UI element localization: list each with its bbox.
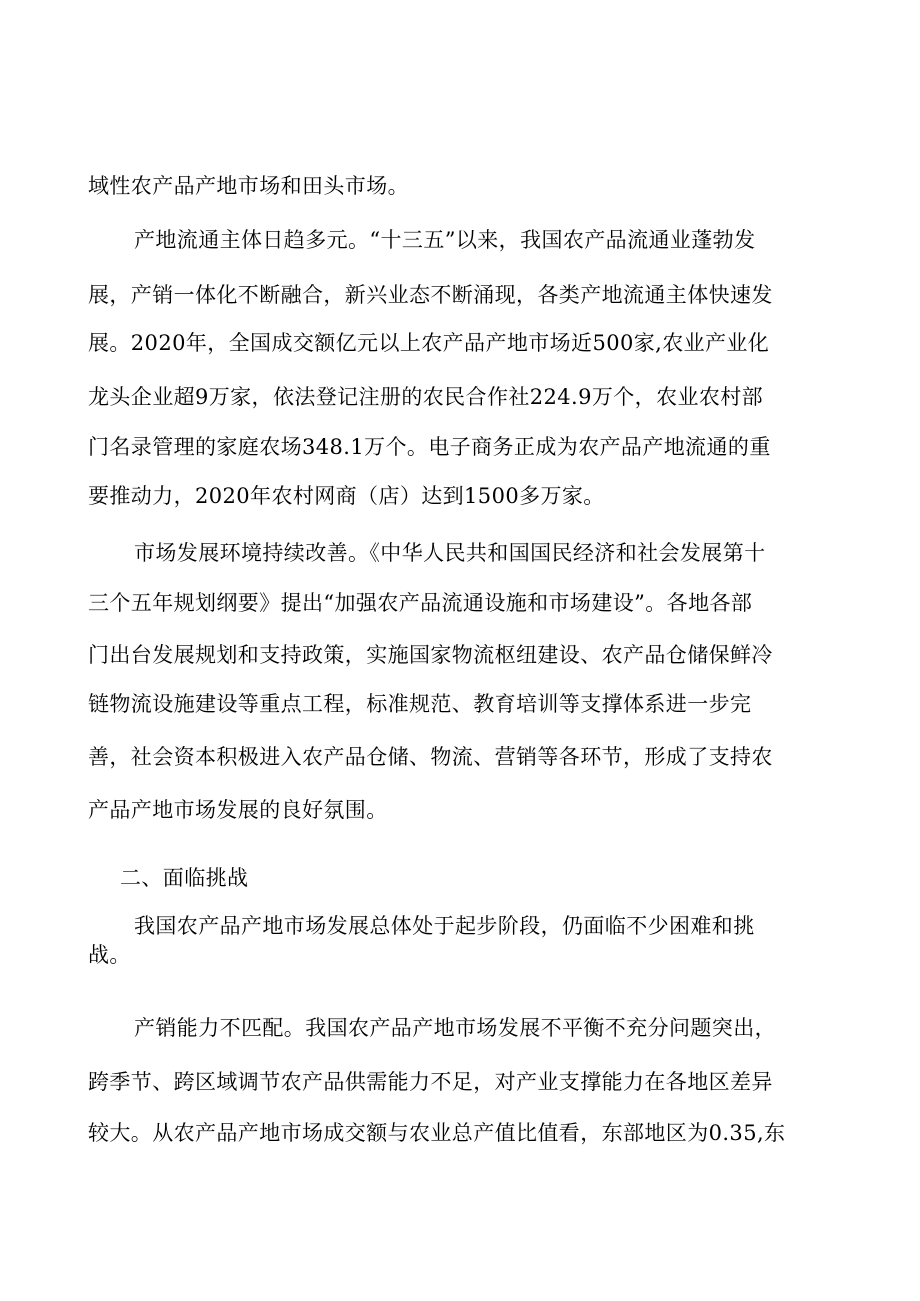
paragraph-line: 展。2020年，全国成交额亿元以上农产品产地市场近500家,农业产业化 xyxy=(88,331,770,355)
paragraph-line: 展，产销一体化不断融合，新兴业态不断涌现，各类产地流通主体快速发 xyxy=(88,283,773,307)
paragraph-line: 产地流通主体日趋多元。“十三五”以来，我国农产品流通业蓬勃发 xyxy=(134,228,756,252)
paragraph-line: 善，社会资本积极进入农产品仓储、物流、营销等各环节，形成了支持农 xyxy=(88,745,773,769)
paragraph-line: 龙头企业超9万家，依法登记注册的农民合作社224.9万个，农业农村部 xyxy=(88,385,764,409)
paragraph-line: 要推动力，2020年农村网商（店）达到1500多万家。 xyxy=(88,484,605,508)
paragraph-line: 门出台发展规划和支持政策，实施国家物流枢纽建设、农产品仓储保鲜冷 xyxy=(88,643,773,667)
section-heading: 二、面临挑战 xyxy=(120,866,249,890)
paragraph-line: 链物流设施建设等重点工程，标准规范、教育培训等支撑体系进一步完 xyxy=(88,692,752,716)
paragraph-line: 三个五年规划纲要》提出“加强农产品流通设施和市场建设”。各地各部 xyxy=(88,591,753,615)
paragraph-line: 门名录管理的家庭农场348.1万个。电子商务正成为农产品产地流通的重 xyxy=(88,435,771,459)
paragraph-line: 产品产地市场发展的良好氛围。 xyxy=(88,798,388,822)
paragraph-line: 我国农产品产地市场发展总体处于起步阶段，仍面临不少困难和挑 xyxy=(134,914,755,938)
paragraph-line: 市场发展环境持续改善。《中华人民共和国国民经济和社会发展第十 xyxy=(134,541,766,565)
paragraph-line: 域性农产品产地市场和田头市场。 xyxy=(88,174,409,198)
paragraph-line: 战。 xyxy=(88,943,131,967)
paragraph-line: 跨季节、跨区域调节农产品供需能力不足，对产业支撑能力在各地区差异 xyxy=(88,1070,773,1094)
paragraph-line: 较大。从农产品产地市场成交额与农业总产值比值看，东部地区为0.35,东 xyxy=(88,1121,786,1145)
paragraph-line: 产销能力不匹配。我国农产品产地市场发展不平衡不充分问题突出， xyxy=(134,1016,776,1040)
